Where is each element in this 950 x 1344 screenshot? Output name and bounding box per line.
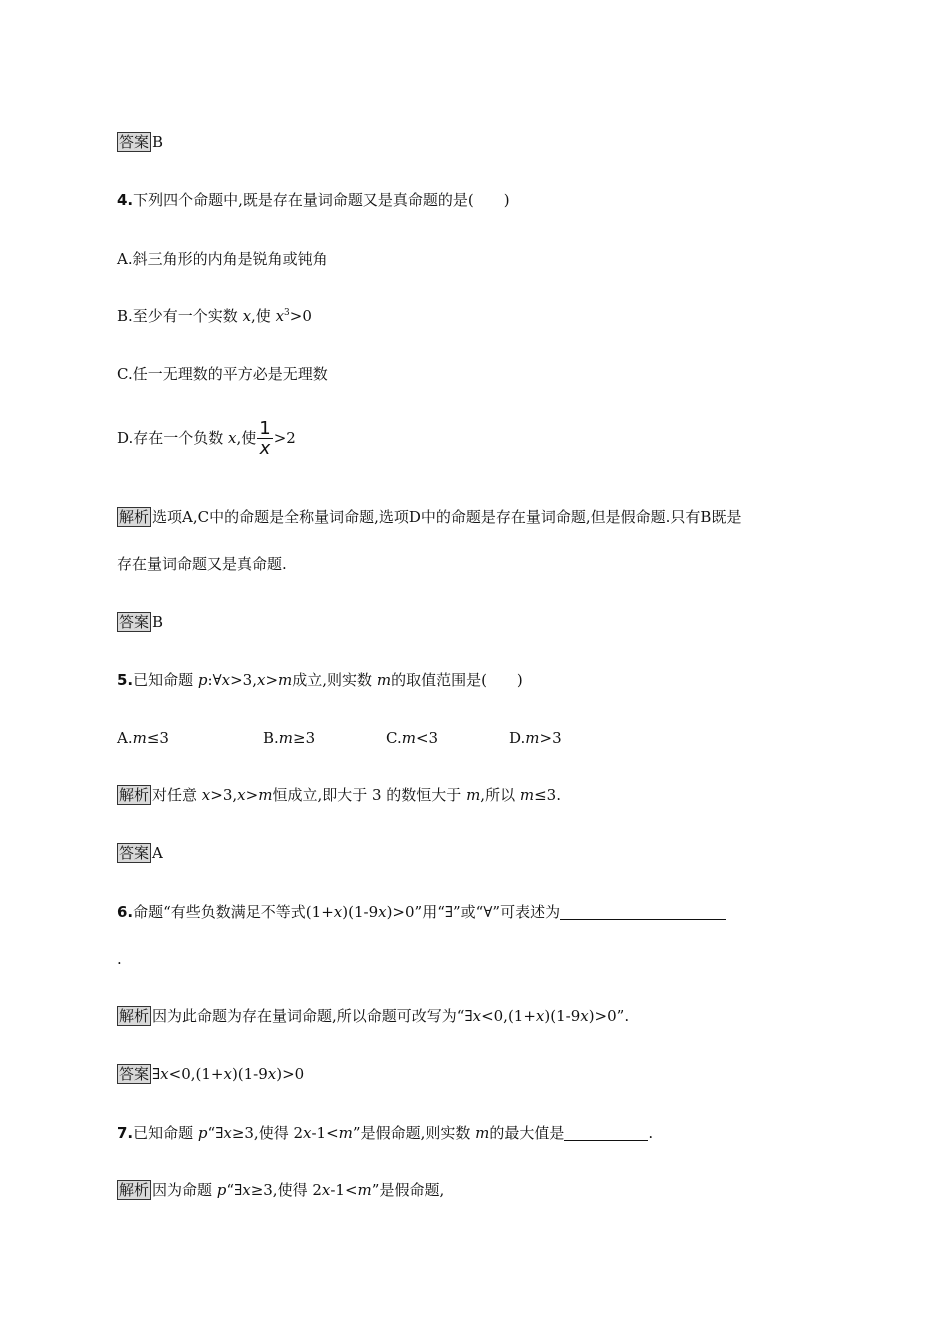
analysis-text: > [245, 786, 259, 804]
math-var: x [378, 903, 387, 921]
question-text: ”是假命题,则实数 [352, 1124, 476, 1142]
math-var: x [223, 1065, 232, 1083]
math-var: x [303, 1124, 312, 1142]
answer-3 [117, 131, 163, 153]
option-text: A. [117, 729, 133, 747]
math-var: m [525, 729, 540, 747]
math-var: x [267, 1065, 277, 1083]
math-var: x [321, 1181, 331, 1199]
option-text: <3 [415, 729, 439, 747]
math-var: x [580, 1007, 589, 1025]
math-var: p [197, 1124, 208, 1142]
fraction-denominator: x [259, 438, 271, 459]
question-6-analysis [117, 1005, 629, 1027]
question-text: > [265, 671, 279, 689]
math-var: x [333, 903, 343, 921]
fill-in-blank [564, 1126, 648, 1141]
math-var: x [242, 1181, 251, 1199]
math-var: m [401, 729, 416, 747]
analysis-text: 因为此命题为存在量词命题,所以命题可改写为“∃ [152, 1007, 473, 1025]
answer-5 [117, 842, 163, 864]
math-var: m [258, 786, 273, 804]
question-4-option-d [117, 420, 296, 458]
math-var: m [278, 729, 294, 747]
analysis-text: 对任意 [152, 786, 202, 804]
analysis-tag: 解析 [119, 786, 150, 804]
option-text: >3 [539, 729, 562, 747]
question-text: 命题“有些负数满足不等式(1+ [133, 903, 334, 921]
question-text: )>0”用“∃”或“∀”可表述为 [386, 903, 561, 921]
question-5-option-b [263, 727, 315, 749]
analysis-text: ≥3,使得 2 [250, 1181, 322, 1199]
question-text: -1< [311, 1124, 339, 1142]
math-var: x [535, 1007, 545, 1025]
math-var: m [357, 1181, 372, 1199]
analysis-text: )(1-9 [544, 1007, 581, 1025]
question-text: . [648, 1124, 654, 1142]
option-text: ,使 [251, 307, 276, 325]
analysis-text: ≤3. [534, 786, 561, 804]
option-text: >2 [273, 429, 296, 447]
option-text: D.存在一个负数 [117, 429, 229, 447]
question-5-stem [117, 669, 523, 691]
answer-value: A [152, 844, 163, 862]
question-text: 已知命题 [133, 1124, 198, 1142]
math-var: x [201, 786, 211, 804]
analysis-text: -1< [330, 1181, 358, 1199]
question-7-stem [117, 1122, 653, 1144]
question-number: 6. [117, 903, 134, 921]
answer-value: B [152, 133, 164, 151]
math-var: m [376, 671, 392, 689]
analysis-text: 选项A,C中的命题是全称量词命题,选项D中的命题是存在量词命题,但是假命题.只有B既是 [152, 508, 742, 526]
fraction [257, 420, 272, 458]
answer-value: ∃ [152, 1065, 161, 1083]
math-var: x [242, 307, 252, 325]
analysis-tag: 解析 [119, 508, 150, 526]
analysis-tag: 解析 [119, 1181, 150, 1199]
question-4-option-c: C.任一无理数的平方必是无理数 [117, 365, 328, 383]
analysis-text: )>0”. [588, 1007, 630, 1025]
question-7-analysis [117, 1179, 444, 1201]
answer-tag: 答案 [119, 844, 150, 862]
analysis-text: 因为命题 [152, 1181, 217, 1199]
question-4-analysis-line1 [117, 506, 741, 528]
math-var: m [278, 671, 293, 689]
question-text: :∀ [207, 671, 222, 689]
analysis-text: ”是假命题, [371, 1181, 445, 1199]
question-text: 已知命题 [133, 671, 198, 689]
option-text: C. [386, 729, 402, 747]
answer-value: )>0 [276, 1065, 305, 1083]
analysis-text: >3, [210, 786, 238, 804]
exponent: 3 [284, 308, 290, 318]
option-text: D. [509, 729, 526, 747]
question-5-option-c [386, 727, 438, 749]
answer-tag: 答案 [119, 133, 150, 151]
question-6-stem-end: . [117, 950, 122, 968]
question-text: ≥3,使得 2 [231, 1124, 304, 1142]
math-var: p [216, 1181, 227, 1199]
question-text: 的最大值是 [489, 1124, 565, 1142]
answer-value: <0,(1+ [168, 1065, 224, 1083]
question-number: 4. [117, 191, 134, 209]
math-var: p [197, 671, 208, 689]
answer-tag: 答案 [119, 613, 150, 631]
answer-4 [117, 611, 163, 633]
answer-value: )(1-9 [231, 1065, 268, 1083]
math-var: x [472, 1007, 482, 1025]
question-4-option-a: A.斜三角形的内角是锐角或钝角 [117, 250, 328, 268]
fill-in-blank [560, 905, 726, 920]
math-var: x [228, 429, 237, 447]
fraction-numerator: 1 [259, 418, 271, 439]
question-6-stem [117, 901, 726, 923]
math-var: x [221, 671, 231, 689]
answer-tag: 答案 [119, 1065, 150, 1083]
math-var: m [132, 729, 147, 747]
analysis-text: <0,(1+ [481, 1007, 536, 1025]
math-var: m [466, 786, 481, 804]
analysis-text: 恒成立,即大于 3 的数恒大于 [272, 786, 467, 804]
question-text: 的取值范围是( ) [391, 671, 523, 689]
math-var: x [275, 307, 285, 325]
question-text: “∃ [207, 1124, 224, 1142]
question-text: >3, [230, 671, 257, 689]
analysis-text: ,所以 [480, 786, 520, 804]
question-5-option-d [509, 727, 562, 749]
option-text: B.至少有一个实数 [117, 307, 243, 325]
math-var: x [257, 671, 266, 689]
question-number: 5. [117, 671, 134, 689]
math-var: m [338, 1124, 353, 1142]
option-text: ,使 [236, 429, 257, 447]
question-text: )(1-9 [342, 903, 379, 921]
math-var: m [475, 1124, 490, 1142]
question-4-analysis-line2: 存在量词命题又是真命题. [117, 555, 287, 573]
answer-value: B [152, 613, 164, 631]
option-text: ≥3 [293, 729, 316, 747]
option-text: >0 [289, 307, 312, 325]
question-4-stem [117, 189, 510, 211]
question-text: 下列四个命题中,既是存在量词命题又是真命题的是( ) [133, 191, 510, 209]
question-5-option-a [117, 727, 169, 749]
question-text: 成立,则实数 [292, 671, 377, 689]
math-var: x [160, 1065, 169, 1083]
option-text: B. [263, 729, 279, 747]
math-var: x [237, 786, 246, 804]
option-text: ≤3 [146, 729, 169, 747]
answer-6 [117, 1063, 304, 1085]
math-var: x [223, 1124, 232, 1142]
question-number: 7. [117, 1124, 134, 1142]
question-4-option-b [117, 305, 312, 327]
question-5-analysis [117, 784, 561, 806]
math-var: m [519, 786, 535, 804]
analysis-tag: 解析 [119, 1007, 150, 1025]
analysis-text: “∃ [226, 1181, 243, 1199]
